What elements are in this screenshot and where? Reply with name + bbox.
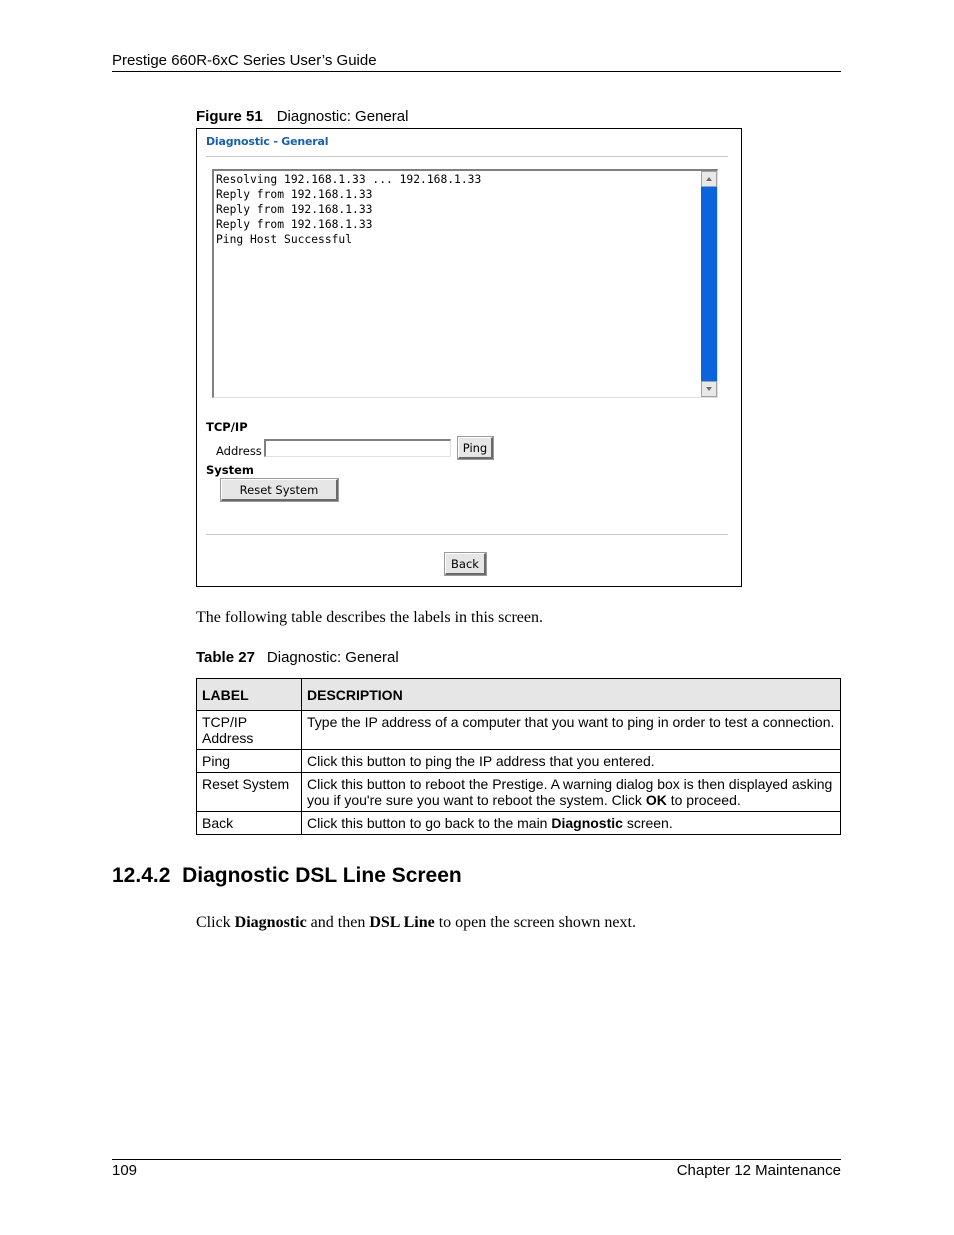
arrow-up-icon (706, 177, 712, 181)
paragraph-bold: Diagnostic (234, 914, 307, 931)
footer-rule (112, 1159, 841, 1160)
output-line: Resolving 192.168.1.33 ... 192.168.1.33 (216, 173, 482, 186)
diagnostic-general-screen (196, 128, 742, 587)
section-number: 12.4.2 (112, 864, 171, 887)
table-row (197, 812, 841, 835)
description-table (196, 678, 841, 835)
header-rule (112, 71, 841, 72)
row-description (302, 812, 841, 835)
column-header-description: DESCRIPTION (302, 679, 841, 711)
paragraph-text: Click (196, 914, 235, 931)
table-caption (196, 649, 399, 666)
scroll-down-button[interactable] (701, 381, 717, 397)
row-label: Back (197, 812, 302, 835)
output-lines (216, 172, 481, 247)
address-label: Address (216, 444, 262, 458)
screen-title: Diagnostic - General (206, 135, 329, 148)
screen-bottom-rule (206, 534, 728, 535)
row-description: Type the IP address of a computer that you want to ping in order to test a connection. (302, 711, 841, 750)
paragraph-bold: DSL Line (369, 914, 435, 931)
row-label: Ping (197, 750, 302, 773)
row-description (302, 773, 841, 812)
arrow-down-icon (706, 387, 712, 391)
description-bold: OK (645, 792, 667, 808)
table-row (197, 711, 841, 750)
output-line: Reply from 192.168.1.33 (216, 188, 373, 201)
description-bold: Diagnostic (551, 815, 623, 831)
scroll-up-button[interactable] (701, 171, 717, 187)
table-caption-text: Diagnostic: General (266, 649, 399, 666)
vertical-scrollbar[interactable] (701, 171, 717, 397)
output-line: Reply from 192.168.1.33 (216, 203, 373, 216)
description-text: to proceed. (666, 792, 741, 808)
description-text: Click this button to go back to the main (307, 815, 552, 831)
address-input[interactable] (264, 439, 451, 457)
table-label: Table 27 (196, 649, 255, 666)
description-text: Click this button to reboot the Prestige. A warning dialog box is then displayed asking you if you're sure you want to reboot the system. Click (307, 776, 833, 808)
section-heading (112, 864, 462, 888)
table-row (197, 750, 841, 773)
ping-button[interactable]: Ping (458, 437, 493, 459)
figure-label: Figure 51 (196, 108, 263, 125)
row-label-line: TCP/IP (202, 714, 248, 730)
section-title: Diagnostic DSL Line Screen (182, 864, 462, 887)
column-header-label: LABEL (197, 679, 302, 711)
output-line: Reply from 192.168.1.33 (216, 218, 373, 231)
paragraph-text: to open the screen shown next. (434, 914, 636, 931)
description-text: screen. (622, 815, 673, 831)
back-button[interactable]: Back (445, 553, 486, 575)
output-line: Ping Host Successful (216, 233, 353, 246)
figure-caption-text: Diagnostic: General (276, 108, 409, 125)
reset-system-button[interactable]: Reset System (221, 479, 338, 501)
paragraph-text: and then (306, 914, 370, 931)
diagnostic-output-textarea[interactable] (212, 169, 718, 398)
row-description: Click this button to ping the IP address that you entered. (302, 750, 841, 773)
page-number: 109 (112, 1162, 138, 1179)
row-label (197, 711, 302, 750)
screen-title-rule (206, 156, 728, 157)
system-heading: System (206, 463, 254, 477)
figure-caption (196, 108, 408, 125)
section-paragraph (196, 914, 636, 932)
table-row (197, 773, 841, 812)
row-label-line: Address (202, 730, 254, 746)
row-label: Reset System (197, 773, 302, 812)
chapter-label: Chapter 12 Maintenance (676, 1162, 841, 1179)
table-header-row (197, 679, 841, 711)
tcpip-heading: TCP/IP (206, 420, 248, 434)
intro-paragraph: The following table describes the labels in this screen. (196, 609, 544, 626)
running-header: Prestige 660R-6xC Series User’s Guide (112, 52, 377, 69)
